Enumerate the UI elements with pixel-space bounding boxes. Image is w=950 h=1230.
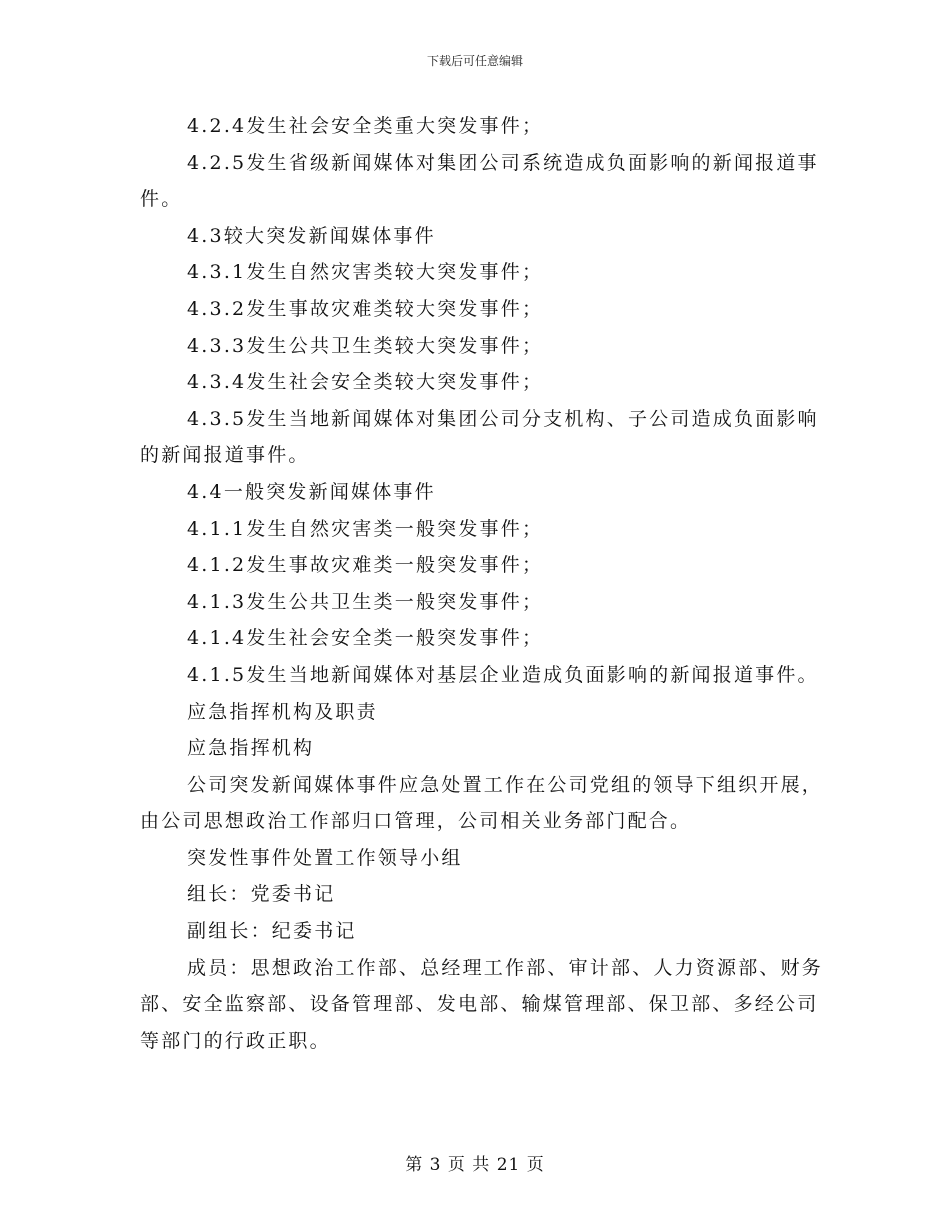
paragraph: 4.1.5发生当地新闻媒体对基层企业造成负面影响的新闻报道事件。	[187, 663, 819, 686]
paragraph: 4.3.4发生社会安全类较大突发事件；	[187, 371, 544, 394]
section-heading: 4.4一般突发新闻媒体事件	[187, 480, 436, 503]
paragraph: 4.1.1发生自然灾害类一般突发事件；	[187, 517, 544, 540]
paragraph: 4.3.2发生事故灾难类较大突发事件；	[187, 297, 544, 320]
paragraph: 4.3.5发生当地新闻媒体对集团公司分支机构、子公司造成负面影响的新闻报道事件。	[140, 407, 819, 467]
paragraph: 4.3.3发生公共卫生类较大突发事件；	[187, 334, 544, 357]
page-number: 第 3 页 共 21 页	[405, 1155, 545, 1175]
paragraph: 4.1.2发生事故灾难类一般突发事件；	[187, 554, 544, 577]
paragraph: 副组长：纪委书记	[187, 920, 357, 943]
section-heading: 应急指挥机构	[187, 737, 315, 760]
paragraph: 成员：思想政治工作部、总经理工作部、审计部、人力资源部、财务部、安全监察部、设备管理部、发电部、输煤管理部、保卫部、多经公司等部门的行政正职。	[140, 956, 824, 1052]
paragraph: 公司突发新闻媒体事件应急处置工作在公司党组的领导下组织开展，由公司思想政治工作部归口管理，公司相关业务部门配合。	[140, 773, 824, 833]
paragraph: 4.1.3发生公共卫生类一般突发事件；	[187, 590, 544, 613]
section-heading: 4.3较大突发新闻媒体事件	[187, 224, 436, 247]
section-heading: 应急指挥机构及职责	[187, 700, 378, 723]
paragraph: 4.1.4发生社会安全类一般突发事件；	[187, 627, 544, 650]
page-header: 下载后可任意编辑	[426, 54, 523, 68]
paragraph: 4.2.5发生省级新闻媒体对集团公司系统造成负面影响的新闻报道事件。	[140, 151, 819, 211]
paragraph: 4.3.1发生自然灾害类较大突发事件；	[187, 261, 544, 284]
paragraph: 4.2.4发生社会安全类重大突发事件；	[187, 115, 544, 137]
section-heading: 突发性事件处置工作领导小组	[187, 846, 463, 869]
paragraph: 组长：党委书记	[187, 883, 336, 906]
document-body	[140, 108, 830, 1059]
